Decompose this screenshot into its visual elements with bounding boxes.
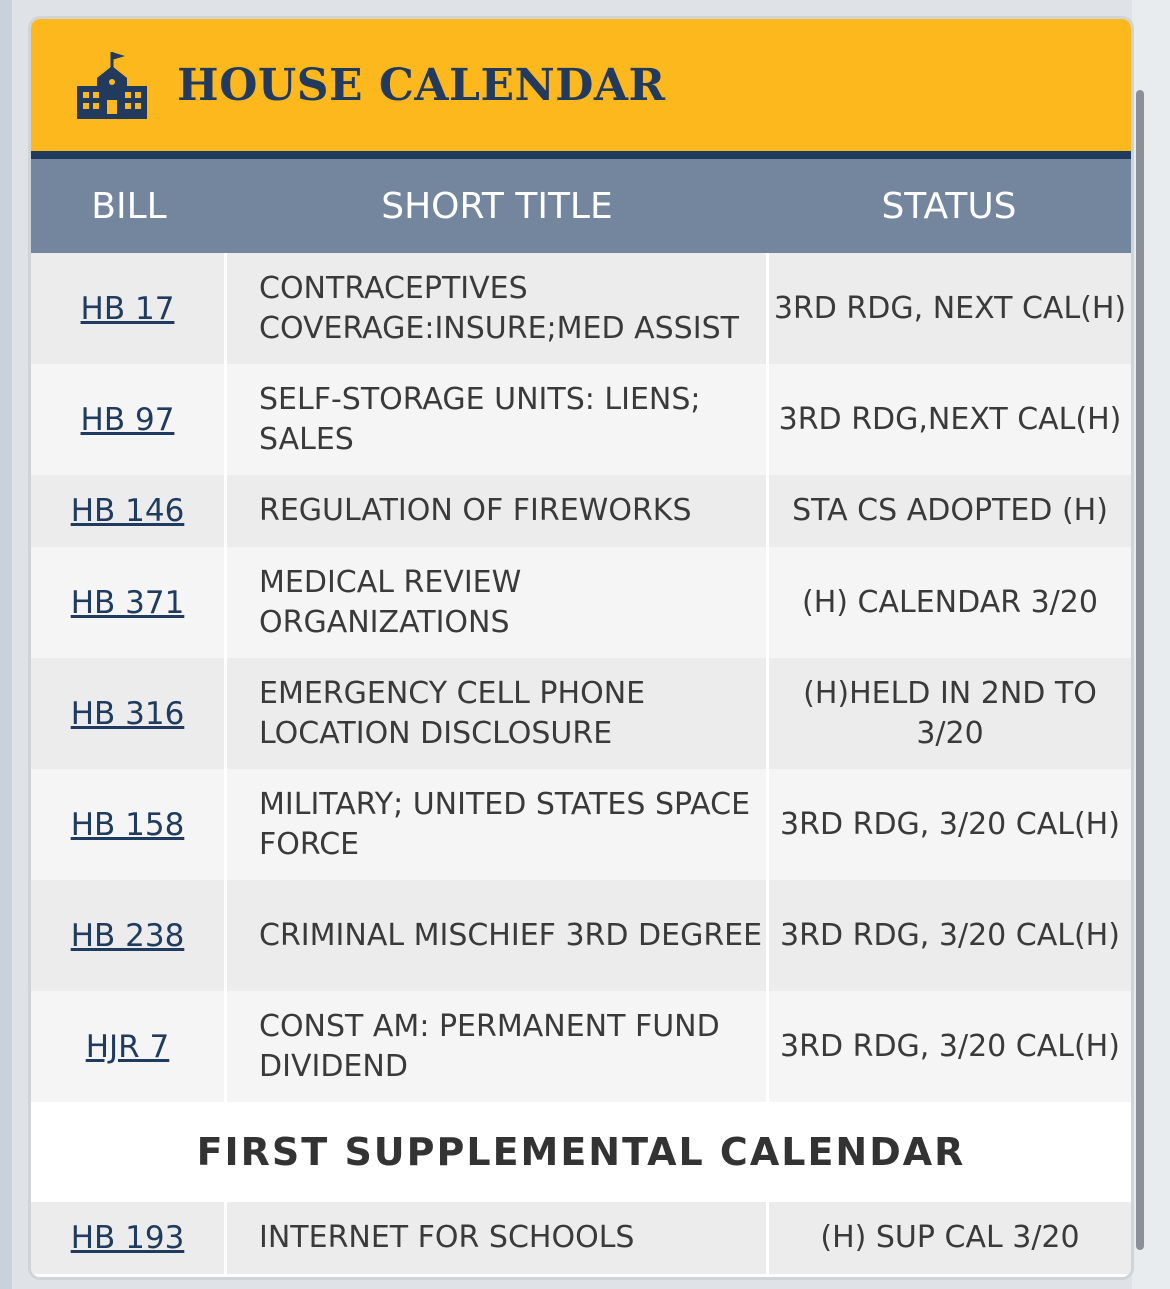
bill-short-title: MEDICAL REVIEW ORGANIZATIONS <box>227 547 769 658</box>
bill-link[interactable]: HB 193 <box>70 1220 185 1256</box>
bill-short-title: REGULATION OF FIREWORKS <box>227 475 769 547</box>
table-row <box>31 547 1131 658</box>
bill-status: 3RD RDG, NEXT CAL(H) <box>773 290 1127 326</box>
school-building-icon <box>75 50 149 120</box>
table-header <box>31 159 1131 253</box>
table-row <box>31 364 1131 475</box>
bill-short-title: CONTRACEPTIVES COVERAGE:INSURE;MED ASSIST <box>227 253 769 364</box>
bill-status: (H) SUP CAL 3/20 <box>820 1220 1080 1255</box>
bill-status: 3RD RDG, 3/20 CAL(H) <box>780 1028 1120 1064</box>
bill-status: (H) CALENDAR 3/20 <box>802 584 1098 620</box>
bill-link[interactable]: HB 316 <box>70 695 185 732</box>
bill-link[interactable]: HB 371 <box>70 584 185 621</box>
bill-link[interactable]: HB 158 <box>70 806 185 843</box>
table-row <box>31 1202 1131 1274</box>
bill-short-title: EMERGENCY CELL PHONE LOCATION DISCLOSURE <box>227 658 769 769</box>
column-header-bill: BILL <box>91 185 167 227</box>
house-calendar-card <box>28 16 1134 1280</box>
bill-short-title: CONST AM: PERMANENT FUND DIVIDEND <box>227 991 769 1102</box>
table-row <box>31 991 1131 1102</box>
bill-link[interactable]: HB 238 <box>70 917 185 954</box>
table-row <box>31 658 1131 769</box>
table-row <box>31 769 1131 880</box>
supplemental-calendar-heading: FIRST SUPPLEMENTAL CALENDAR <box>31 1102 1131 1202</box>
bill-short-title: INTERNET FOR SCHOOLS <box>227 1202 769 1274</box>
bill-short-title: CRIMINAL MISCHIEF 3RD DEGREE <box>227 880 769 991</box>
table-row <box>31 475 1131 547</box>
table-row <box>31 880 1131 991</box>
page-title: HOUSE CALENDAR <box>177 59 666 111</box>
bill-status: STA CS ADOPTED (H) <box>792 493 1108 528</box>
bill-status: (H)HELD IN 2ND TO 3/20 <box>803 675 1097 751</box>
bill-link[interactable]: HJR 7 <box>85 1028 170 1065</box>
column-header-short-title: SHORT TITLE <box>381 185 613 227</box>
bill-link[interactable]: HB 17 <box>80 290 175 327</box>
bill-link[interactable]: HB 146 <box>70 493 185 529</box>
scrollbar[interactable] <box>1136 90 1144 1250</box>
bill-status: 3RD RDG,NEXT CAL(H) <box>778 401 1122 437</box>
bill-status: 3RD RDG, 3/20 CAL(H) <box>780 917 1120 953</box>
bill-short-title: SELF-STORAGE UNITS: LIENS; SALES <box>227 364 769 475</box>
column-header-status: STATUS <box>881 185 1017 227</box>
bill-link[interactable]: HB 97 <box>80 401 175 438</box>
bill-status: 3RD RDG, 3/20 CAL(H) <box>780 806 1120 842</box>
table-row <box>31 253 1131 364</box>
bill-short-title: MILITARY; UNITED STATES SPACE FORCE <box>227 769 769 880</box>
calendar-banner <box>31 19 1131 159</box>
background-strip <box>0 0 12 1289</box>
